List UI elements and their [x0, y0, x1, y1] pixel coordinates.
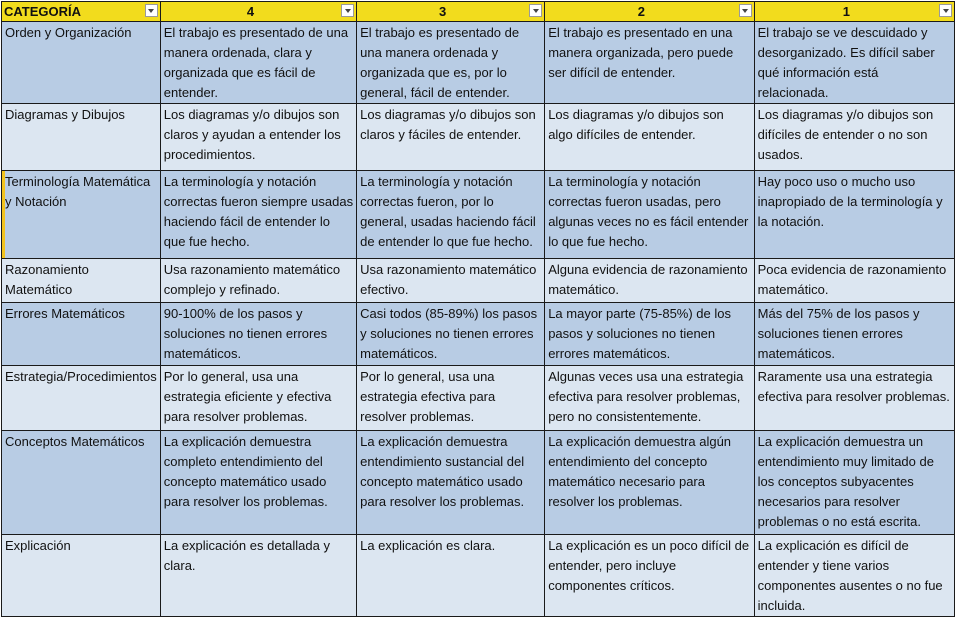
header-category-label: CATEGORÍA [4, 3, 82, 19]
header-score-3-label: 3 [439, 3, 447, 19]
filter-dropdown-icon[interactable] [145, 4, 158, 17]
cell-score-3[interactable]: Casi todos (85-89%) los pasos y soluciones no tienen errores matemáticos. [357, 303, 545, 366]
row-category[interactable]: Razonamiento Matemático [2, 259, 161, 303]
table-row [2, 535, 955, 617]
cell-score-1[interactable]: La explicación demuestra un entendimiento muy limitado de los conceptos subyacentes necesarios para resolver problemas o no está escrita. [754, 431, 954, 535]
cell-score-1[interactable]: Raramente usa una estrategia efectiva para resolver problemas. [754, 366, 954, 431]
header-score-2 [545, 2, 754, 22]
header-score-3 [357, 2, 545, 22]
header-category [2, 2, 161, 22]
cell-score-4[interactable]: 90-100% de los pasos y soluciones no tienen errores matemáticos. [160, 303, 356, 366]
cell-score-3[interactable]: Los diagramas y/o dibujos son claros y fáciles de entender. [357, 104, 545, 171]
header-score-4-label: 4 [246, 3, 255, 19]
cell-score-2[interactable]: Algunas veces usa una estrategia efectiva para resolver problemas, pero no consistentemente. [545, 366, 754, 431]
table-row [2, 171, 955, 259]
header-score-1-label: 1 [842, 3, 850, 19]
cell-score-2[interactable]: La terminología y notación correctas fueron usadas, pero algunas veces no es fácil entender lo que fue hecho. [545, 171, 754, 259]
row-category[interactable]: Diagramas y Dibujos [2, 104, 161, 171]
cell-score-3[interactable]: La explicación es clara. [357, 535, 545, 617]
filter-dropdown-icon[interactable] [529, 4, 542, 17]
cell-score-3[interactable]: La explicación demuestra entendimiento sustancial del concepto matemático usado para resolver los problemas. [357, 431, 545, 535]
filter-dropdown-icon[interactable] [939, 4, 952, 17]
table-row [2, 104, 955, 171]
cell-score-3[interactable]: Por lo general, usa una estrategia efectiva para resolver problemas. [357, 366, 545, 431]
cell-score-2[interactable]: La explicación demuestra algún entendimiento del concepto matemático necesario para resolver los problemas. [545, 431, 754, 535]
cell-score-1[interactable]: Más del 75% de los pasos y soluciones tienen errores matemáticos. [754, 303, 954, 366]
cell-score-4[interactable]: La terminología y notación correctas fueron siempre usadas haciendo fácil de entender lo que fue hecho. [160, 171, 356, 259]
row-category[interactable]: Explicación [2, 535, 161, 617]
filter-dropdown-icon[interactable] [341, 4, 354, 17]
row-category[interactable]: Conceptos Matemáticos [2, 431, 161, 535]
cell-score-1[interactable]: El trabajo se ve descuidado y desorganizado. Es difícil saber qué información está relacionada. [754, 22, 954, 104]
cell-score-3[interactable]: Usa razonamiento matemático efectivo. [357, 259, 545, 303]
cell-score-1[interactable]: Hay poco uso o mucho uso inapropiado de la terminología y la notación. [754, 171, 954, 259]
table-row [2, 303, 955, 366]
table-row [2, 431, 955, 535]
cell-score-1[interactable]: Poca evidencia de razonamiento matemático. [754, 259, 954, 303]
table-row [2, 366, 955, 431]
cell-score-4[interactable]: Usa razonamiento matemático complejo y refinado. [160, 259, 356, 303]
cell-score-2[interactable]: La explicación es un poco difícil de entender, pero incluye componentes críticos. [545, 535, 754, 617]
table-row [2, 22, 955, 104]
cell-score-3[interactable]: El trabajo es presentado de una manera ordenada y organizada que es, por lo general, fácil de entender. [357, 22, 545, 104]
cell-score-4[interactable]: Por lo general, usa una estrategia eficiente y efectiva para resolver problemas. [160, 366, 356, 431]
cell-score-4[interactable]: La explicación demuestra completo entendimiento del concepto matemático usado para resolver los problemas. [160, 431, 356, 535]
cell-score-4[interactable]: Los diagramas y/o dibujos son claros y ayudan a entender los procedimientos. [160, 104, 356, 171]
cell-score-3[interactable]: La terminología y notación correctas fueron, por lo general, usadas haciendo fácil de entender lo que fue hecho. [357, 171, 545, 259]
header-score-1 [754, 2, 954, 22]
header-row [2, 2, 955, 22]
cell-score-2[interactable]: El trabajo es presentado en una manera organizada, pero puede ser difícil de entender. [545, 22, 754, 104]
cell-score-2[interactable]: La mayor parte (75-85%) de los pasos y soluciones no tienen errores matemáticos. [545, 303, 754, 366]
table-row [2, 259, 955, 303]
header-score-4 [160, 2, 356, 22]
row-category[interactable]: Estrategia/Procedimientos [2, 366, 161, 431]
header-score-2-label: 2 [637, 3, 646, 19]
cell-score-2[interactable]: Alguna evidencia de razonamiento matemático. [545, 259, 754, 303]
rubric-table [1, 1, 955, 617]
cell-score-4[interactable]: El trabajo es presentado de una manera ordenada, clara y organizada que es fácil de entender. [160, 22, 356, 104]
filter-dropdown-icon[interactable] [739, 4, 752, 17]
row-category[interactable]: Terminología Matemática y Notación [2, 171, 161, 259]
row-category[interactable]: Errores Matemáticos [2, 303, 161, 366]
cell-score-1[interactable]: Los diagramas y/o dibujos son difíciles de entender o no son usados. [754, 104, 954, 171]
row-category[interactable]: Orden y Organización [2, 22, 161, 104]
cell-score-1[interactable]: La explicación es difícil de entender y tiene varios componentes ausentes o no fue incluida. [754, 535, 954, 617]
cell-score-2[interactable]: Los diagramas y/o dibujos son algo difíciles de entender. [545, 104, 754, 171]
cell-score-4[interactable]: La explicación es detallada y clara. [160, 535, 356, 617]
